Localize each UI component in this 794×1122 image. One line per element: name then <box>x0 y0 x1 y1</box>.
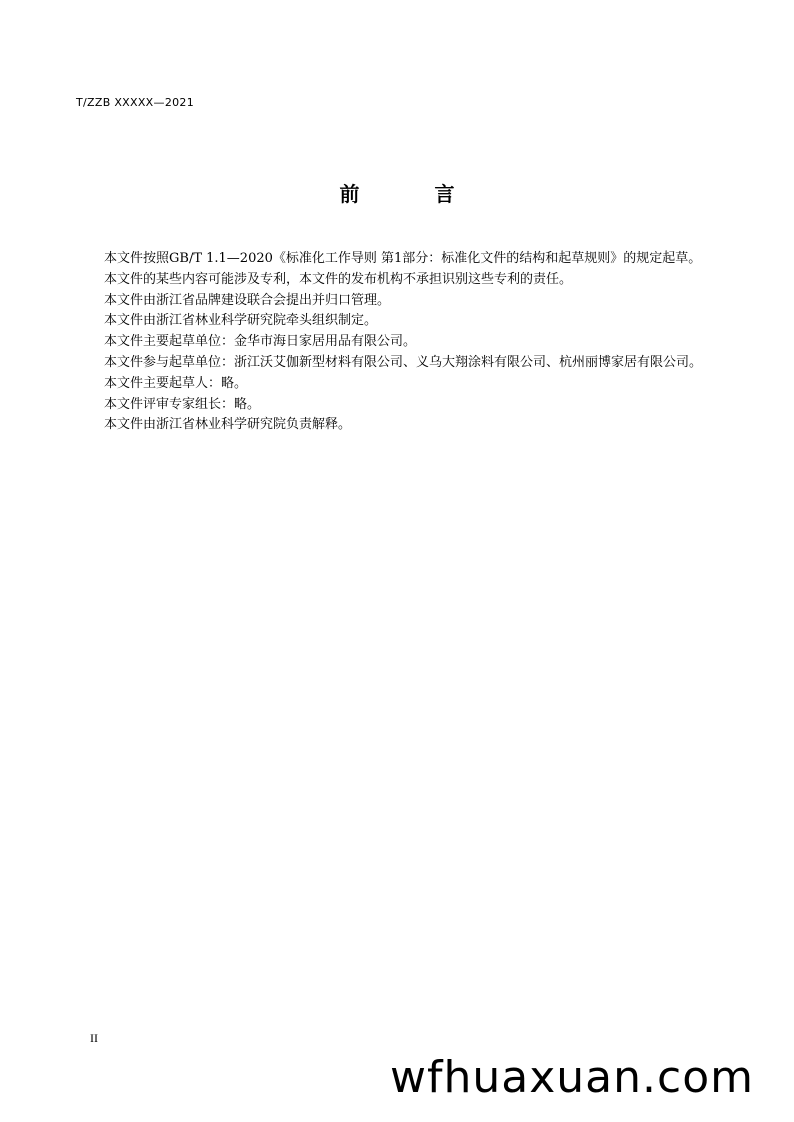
paragraph-standard-basis: 本文件按照GB/T 1.1—2020《标准化工作导则 第1部分：标准化文件的结构和起草规则》的规定起草。 <box>104 251 702 266</box>
page-number: II <box>90 1031 98 1045</box>
page-title: 前 言 <box>339 182 489 206</box>
paragraph-participating-drafters: 本文件参与起草单位：浙江沃艾伽新型材料有限公司、义乌大翔涂料有限公司、杭州丽博家居有限公司。 <box>104 354 703 370</box>
paragraph-patent-notice: 本文件的某些内容可能涉及专利，本文件的发布机构不承担识别这些专利的责任。 <box>104 271 573 287</box>
paragraph-main-drafter: 本文件主要起草单位：金华市海日家居用品有限公司。 <box>104 334 417 350</box>
watermark-text: wfhuaxuan.com <box>380 1048 764 1107</box>
paragraph-drafters: 本文件主要起草人：略。 <box>104 375 248 391</box>
paragraph-review-leader: 本文件评审专家组长：略。 <box>104 396 261 412</box>
document-code: T/ZZB XXXXX—2021 <box>76 96 195 109</box>
paragraph-proposer: 本文件由浙江省品牌建设联合会提出并归口管理。 <box>104 292 391 308</box>
paragraph-organizer: 本文件由浙江省林业科学研究院牵头组织制定。 <box>104 313 378 329</box>
foreword-body <box>76 249 710 436</box>
paragraph-interpretation: 本文件由浙江省林业科学研究院负责解释。 <box>104 417 352 433</box>
